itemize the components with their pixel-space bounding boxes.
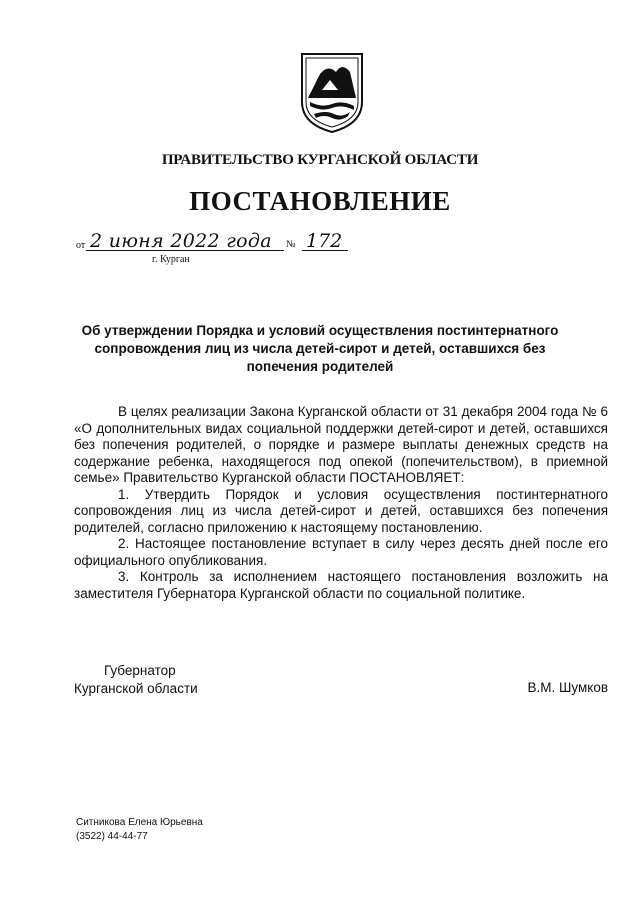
contact-name: Ситникова Елена Юрьевна <box>76 817 203 828</box>
document-body <box>74 404 608 602</box>
document-type: ПОСТАНОВЛЕНИЕ <box>189 186 451 216</box>
coat-of-arms-emblem <box>298 50 366 134</box>
signatory-title-line2: Курганской области <box>74 681 198 696</box>
from-label: от <box>76 240 86 251</box>
signatory-title <box>74 662 198 698</box>
preamble-paragraph: В целях реализации Закона Курганской области от 31 декабря 2004 года № 6 «О дополнительных видах социальной поддержки детей-сирот и детей, оставшихся без попечения родителей, о порядке и размере выплаты денежных средств на содержание ребенка, находящегося под опекой (попечительством), в приемной семье» Правительство Курганской области ПОСТАНОВЛЯЕТ: <box>74 404 608 485</box>
date-number-line <box>76 232 356 272</box>
signatory-name: В.М. Шумков <box>527 680 608 695</box>
handwritten-date: 2 июня 2022 года <box>90 230 272 252</box>
government-name: ПРАВИТЕЛЬСТВО КУРГАНСКОЙ ОБЛАСТИ <box>161 152 479 168</box>
city-label: г. Курган <box>152 254 190 265</box>
item-1-paragraph: 1. Утвердить Порядок и условия осуществления постинтернатного сопровождения лиц из числа детей-сирот и детей, оставшихся без попечения родителей, согласно приложению к настоящему постановлению. <box>74 486 608 535</box>
handwritten-number: 172 <box>306 230 343 252</box>
number-label: № <box>286 239 296 250</box>
contact-phone: (3522) 44-44-77 <box>76 831 148 842</box>
contact-block <box>76 816 203 844</box>
item-3-paragraph: 3. Контроль за исполнением настоящего постановления возложить на заместителя Губернатора Курганской области по социальной политике. <box>74 569 608 601</box>
item-2-paragraph: 2. Настоящее постановление вступает в силу через десять дней после его официального опубликования. <box>74 536 608 568</box>
signatory-title-line1: Губернатор <box>104 663 176 678</box>
document-title: Об утверждении Порядка и условий осуществления постинтернатного сопровождения лиц из числа детей-сирот и детей, оставшихся без попечения родителей <box>81 323 559 374</box>
